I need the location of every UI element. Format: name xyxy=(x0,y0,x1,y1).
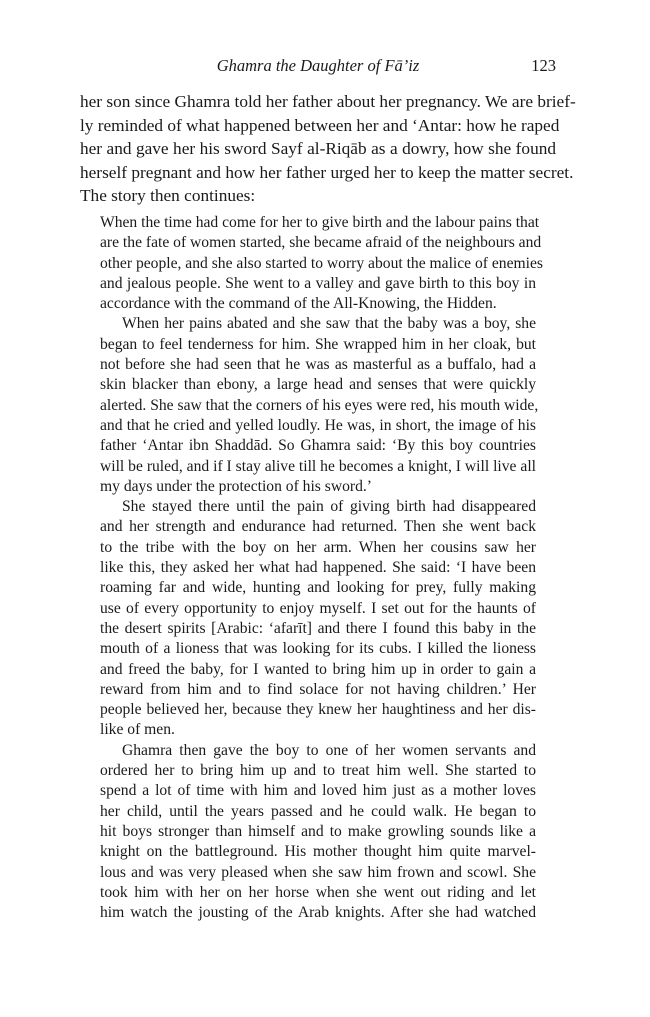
quote-line: accordance with the command of the All-Knowing, the Hidden. xyxy=(100,295,497,313)
quote-line: are the fate of women started, she became afraid of the neighbours and xyxy=(100,234,542,252)
quote-line: and that he cried and yelled loudly. He was, in short, the image of his xyxy=(100,416,536,434)
running-title: Ghamra the Daughter of Fā’iz xyxy=(216,56,420,75)
quote-line: knight on the battleground. His mother thought him quite marvel- xyxy=(100,843,536,861)
quote-line: her child, until the years passed and he could walk. He began to xyxy=(100,802,536,820)
quote-line: hit boys stronger than himself and to make growling sounds like a xyxy=(100,822,536,840)
text-line: The story then continues: xyxy=(80,186,256,206)
quote-line: reward from him and to find solace for not having children.’ Her xyxy=(100,680,536,698)
quote-line: my days under the protection of his sword.’ xyxy=(100,477,372,495)
block-quote xyxy=(100,213,543,923)
text-line: ly reminded of what happened between her and ‘Antar: how he raped xyxy=(80,115,560,135)
quote-line: took him with her on her horse when she went out riding and let xyxy=(100,883,536,901)
text-line: herself pregnant and how her father urged her to keep the matter secret. xyxy=(80,162,574,182)
quote-line: father ‘Antar ibn Shaddād. So Ghamra said: ‘By this boy countries xyxy=(100,437,536,455)
text-line: her son since Ghamra told her father about her pregnancy. We are brief- xyxy=(80,92,576,111)
quote-line: like of men. xyxy=(100,721,175,739)
intro-paragraph xyxy=(80,90,576,208)
quote-line: She stayed there until the pain of giving birth had disappeared xyxy=(122,498,536,516)
quote-line: not before she had seen that he was as masterful as a buffalo, had a xyxy=(100,356,536,374)
quote-line: When the time had come for her to give birth and the labour pains that xyxy=(100,214,540,231)
quote-line: him watch the jousting of the Arab knights. After she had watched xyxy=(100,904,536,922)
quote-line: skin blacker than ebony, a large head and senses that were quickly xyxy=(100,376,536,394)
quote-line: began to feel tenderness for him. She wrapped him in her cloak, but xyxy=(100,335,536,353)
quote-line: spend a lot of time with him and loved him just as a mother loves xyxy=(100,782,536,800)
quote-line: and jealous people. She went to a valley and gave birth to this boy in xyxy=(100,274,536,292)
quote-line: like this, they asked her what had happened. She said: ‘I have been xyxy=(100,559,536,577)
quote-line: ordered her to bring him up and to treat him well. She started to xyxy=(100,762,536,780)
quote-line: and freed the baby, for I wanted to bring him up in order to gain a xyxy=(100,660,536,678)
page-number: 123 xyxy=(531,56,556,75)
quote-line: to the tribe with the boy on her arm. When her cousins saw her xyxy=(100,538,536,556)
quote-line: will be ruled, and if I stay alive till he becomes a knight, I will live all xyxy=(100,457,536,475)
quote-line: roaming far and wide, hunting and looking for prey, fully making xyxy=(100,579,536,597)
quote-line: people believed her, because they knew her haughtiness and her dis- xyxy=(100,701,536,719)
running-header xyxy=(80,56,556,80)
quote-line: mouth of a lioness that was looking for its cubs. I killed the lioness xyxy=(100,640,536,658)
quote-line: other people, and she also started to worry about the malice of enemies xyxy=(100,254,543,272)
quote-line: the desert spirits [Arabic: ‘afarīt] and there I found this baby in the xyxy=(100,619,536,637)
quote-line: lous and was very pleased when she saw him frown and scowl. She xyxy=(100,863,536,881)
text-line: her and gave her his sword Sayf al-Riqāb as a dowry, how she found xyxy=(80,139,556,159)
quote-line: and her strength and endurance had returned. Then she went back xyxy=(100,518,536,536)
quote-line: alerted. She saw that the corners of his eyes were red, his mouth wide, xyxy=(100,396,539,414)
quote-line: Ghamra then gave the boy to one of her women servants and xyxy=(122,741,536,759)
quote-line: When her pains abated and she saw that the baby was a boy, she xyxy=(122,315,536,333)
quote-line: use of every opportunity to enjoy myself. I set out for the haunts of xyxy=(100,599,536,617)
